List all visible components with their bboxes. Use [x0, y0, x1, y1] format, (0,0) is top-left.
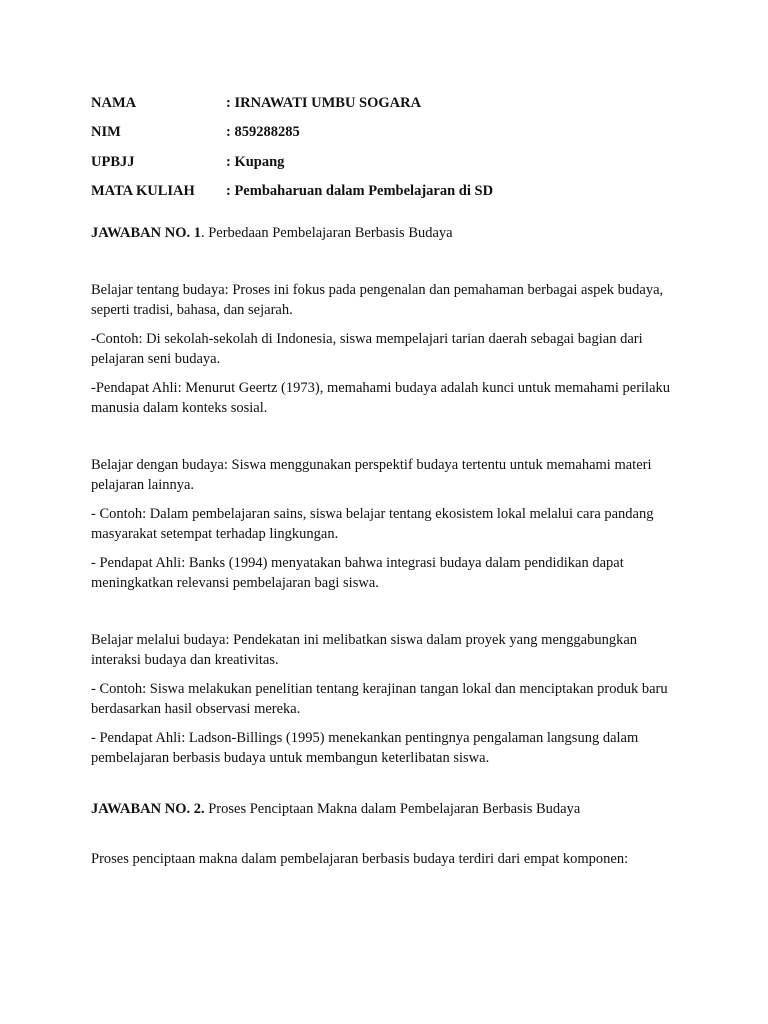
info-row-nim [91, 122, 681, 142]
section-expert-text: - Pendapat Ahli: Ladson-Billings (1995) menekankan pentingnya pengalaman langsung dalam pembelajaran berbasis budaya untuk membangun keterlibatan siswa. [91, 729, 639, 766]
answer-2-label: JAWABAN NO. 2. [91, 800, 205, 817]
info-label: UPBJJ [91, 153, 135, 170]
info-label: NAMA [91, 95, 137, 111]
section-example-text: - Contoh: Siswa melakukan penelitian tentang kerajinan tangan lokal dan menciptakan produk baru berdasarkan hasil observasi mereka. [91, 680, 668, 717]
info-value: : Pembaharuan dalam Pembelajaran di SD [226, 182, 494, 199]
answer-1-label: JAWABAN NO. 1 [91, 224, 201, 241]
document-page [91, 93, 681, 878]
section-expert-text: - Pendapat Ahli: Banks (1994) menyatakan bahwa integrasi budaya dalam pendidikan dapat meningkatkan relevansi pembelajaran bagi siswa. [91, 554, 624, 591]
info-label: NIM [91, 124, 121, 141]
info-row-nama [91, 93, 681, 113]
section-learning-with-culture [91, 455, 681, 593]
info-value: : 859288285 [226, 124, 300, 141]
student-info [91, 93, 681, 201]
section-main-text: Belajar tentang budaya: Proses ini fokus pada pengenalan dan pemahaman berbagai aspek budaya, seperti tradisi, bahasa, dan sejarah. [91, 281, 664, 318]
info-label: MATA KULIAH [91, 182, 195, 199]
section-main-text: Belajar dengan budaya: Siswa menggunakan perspektif budaya tertentu untuk memahami materi pelajaran lainnya. [91, 456, 652, 493]
section-learning-about-culture [91, 280, 681, 418]
section-example-text: -Contoh: Di sekolah-sekolah di Indonesia, siswa mempelajari tarian daerah sebagai bagian dari pelajaran seni budaya. [91, 330, 643, 367]
answer-1-heading [91, 223, 681, 243]
section-main-text: Belajar melalui budaya: Pendekatan ini melibatkan siswa dalam proyek yang menggabungkan interaksi budaya dan kreativitas. [91, 631, 638, 668]
answer-2-intro: Proses penciptaan makna dalam pembelajaran berbasis budaya terdiri dari empat komponen: [91, 850, 629, 867]
info-row-mata-kuliah [91, 181, 681, 201]
info-value: : Kupang [226, 153, 285, 170]
section-learning-through-culture [91, 630, 681, 768]
section-expert-text: -Pendapat Ahli: Menurut Geertz (1973), memahami budaya adalah kunci untuk memahami perilaku manusia dalam konteks sosial. [91, 379, 671, 416]
section-example-text: - Contoh: Dalam pembelajaran sains, siswa belajar tentang ekosistem lokal melalui cara pandang masyarakat setempat terhadap lingkungan. [91, 505, 654, 542]
answer-2-heading [91, 799, 681, 819]
info-row-upbjj [91, 152, 681, 172]
answer-2-title: Proses Penciptaan Makna dalam Pembelajaran Berbasis Budaya [204, 800, 581, 817]
info-value: : IRNAWATI UMBU SOGARA [226, 95, 422, 111]
answer-1-title: . Perbedaan Pembelajaran Berbasis Budaya [200, 224, 453, 241]
